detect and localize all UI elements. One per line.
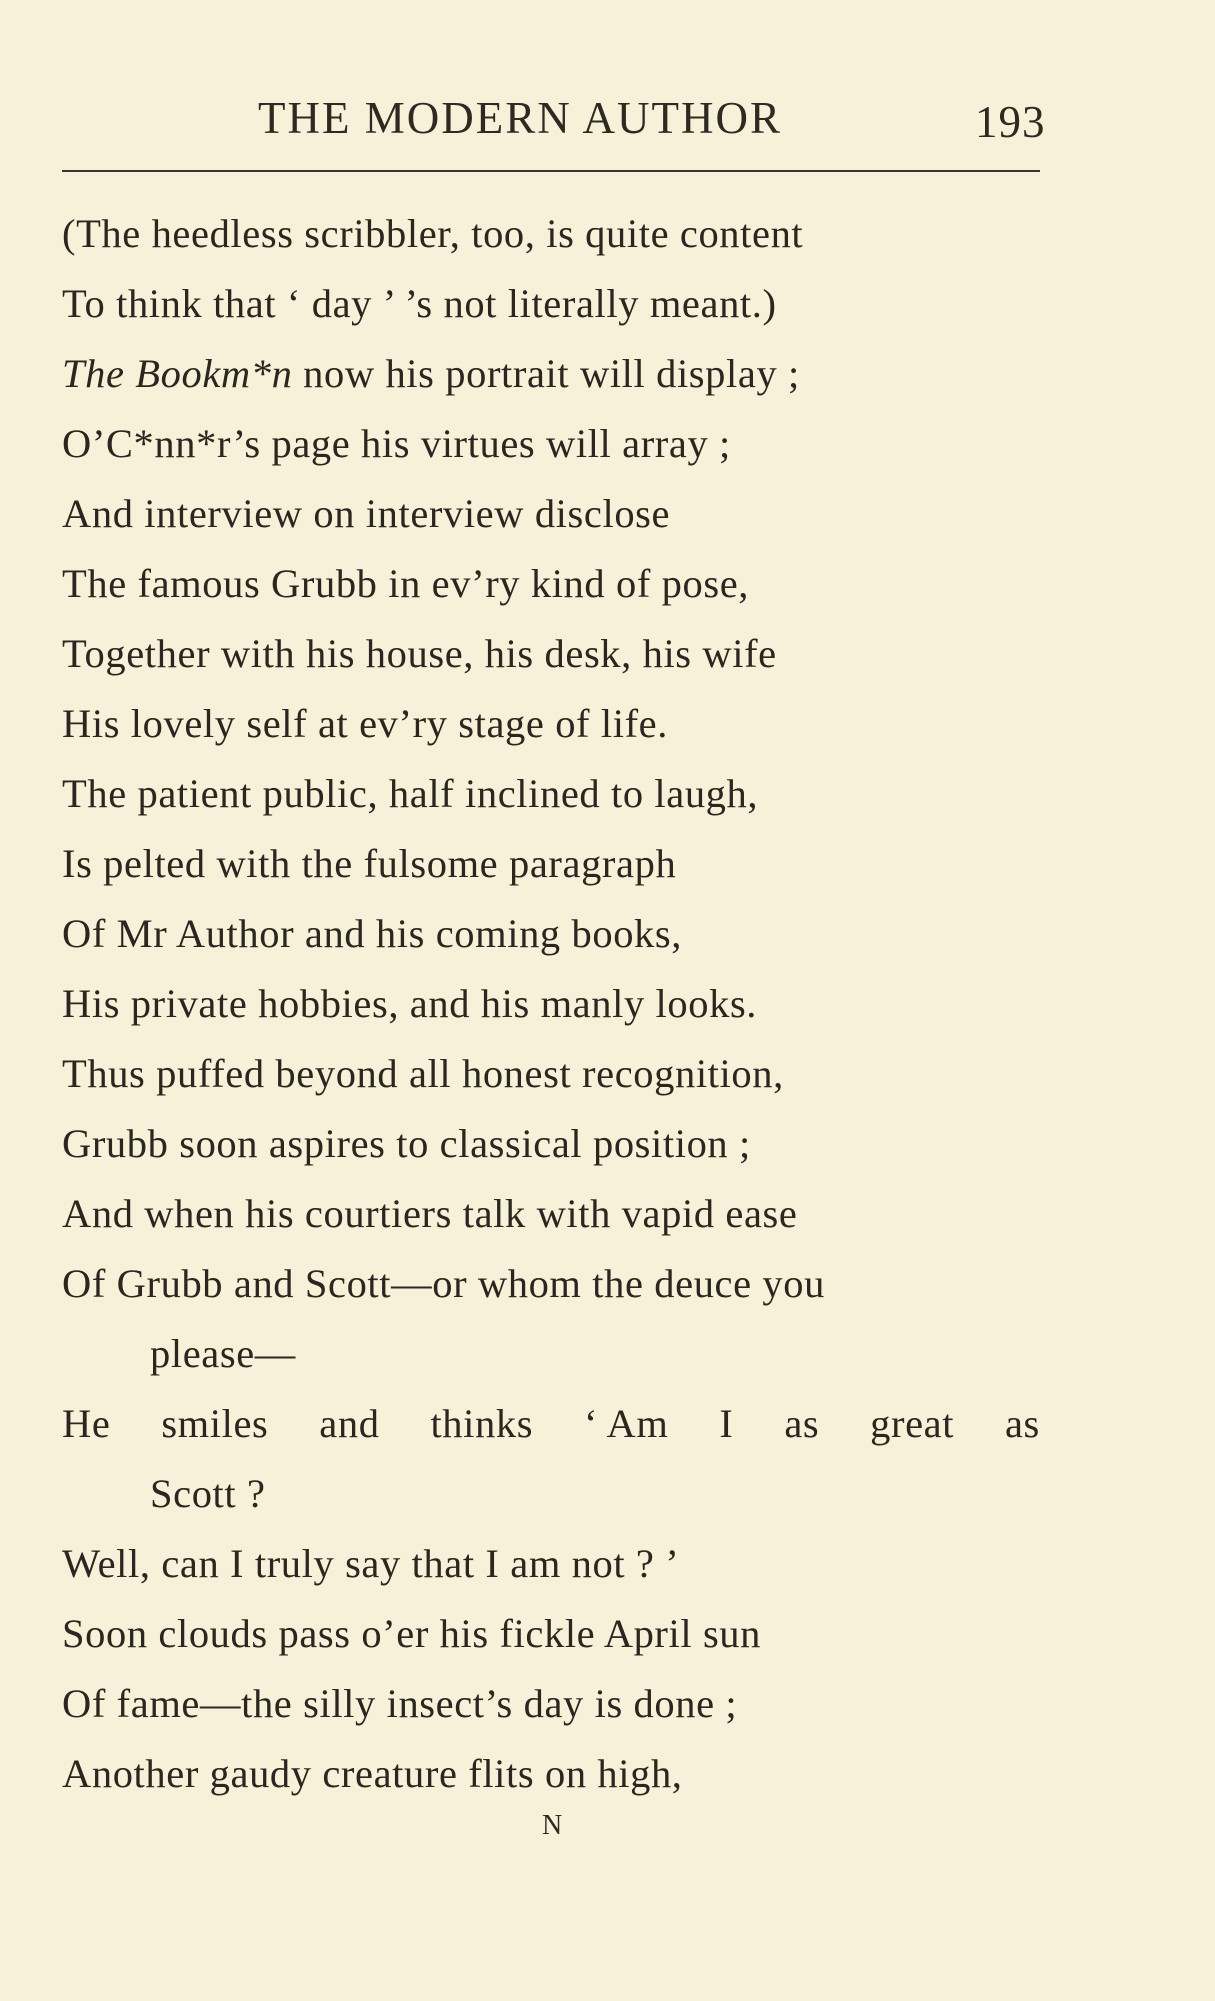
verse-line: And when his courtiers talk with vapid ease [62,1191,798,1236]
header-rule [62,170,1040,172]
verse-word: and [319,1401,380,1446]
signature-mark: N [542,1810,564,1841]
verse-word: smiles [161,1401,269,1446]
verse-line: Soon clouds pass o’er his fickle April sun [62,1611,762,1656]
verse-line: O’C*nn*r’s page his virtues will array ; [62,421,731,466]
verse-line-justified [62,1398,1040,1468]
verse-word: as [784,1401,820,1446]
verse-line: Of Grubb and Scott—or whom the deuce you [62,1261,825,1306]
verse-line: Grubb soon aspires to classical position ; [62,1121,751,1166]
verse-line: Of Mr Author and his coming books, [62,911,682,956]
verse-line: And interview on interview disclose [62,491,671,536]
verse-word: thinks [430,1401,534,1446]
italic-title: The Bookm*n [62,351,293,396]
verse-line [62,348,1062,418]
verse-line-rest: now his portrait will display ; [292,351,800,396]
verse-line: The famous Grubb in ev’ry kind of pose, [62,561,750,606]
verse-line: Together with his house, his desk, his wife [62,631,777,676]
verse-word: as [1004,1401,1040,1446]
running-title: THE MODERN AUTHOR [258,93,782,143]
verse-line: To think that ‘ day ’ ’s not literally meant.) [62,281,777,326]
verse-line: Well, can I truly say that I am not ? ’ [62,1541,680,1586]
verse-line: Of fame—the silly insect’s day is done ; [62,1681,738,1726]
verse-line: The patient public, half inclined to laugh, [62,771,759,816]
page-number: 193 [975,97,1046,147]
verse-line: (The heedless scribbler, too, is quite content [62,211,804,256]
verse-line-continuation: please— [150,1331,296,1376]
poem-text [62,208,1062,1818]
verse-line: His lovely self at ev’ry stage of life. [62,701,668,746]
verse-word: great [870,1401,955,1446]
verse-word: I [719,1401,734,1446]
verse-line: Another gaudy creature flits on high, [62,1751,683,1796]
verse-word: He [62,1401,111,1446]
verse-word: ‘ Am [583,1401,669,1446]
verse-line-continuation: Scott ? [150,1471,266,1516]
verse-line: Is pelted with the fulsome paragraph [62,841,677,886]
verse-line: His private hobbies, and his manly looks. [62,981,758,1026]
verse-line: Thus puffed beyond all honest recognition, [62,1051,784,1096]
